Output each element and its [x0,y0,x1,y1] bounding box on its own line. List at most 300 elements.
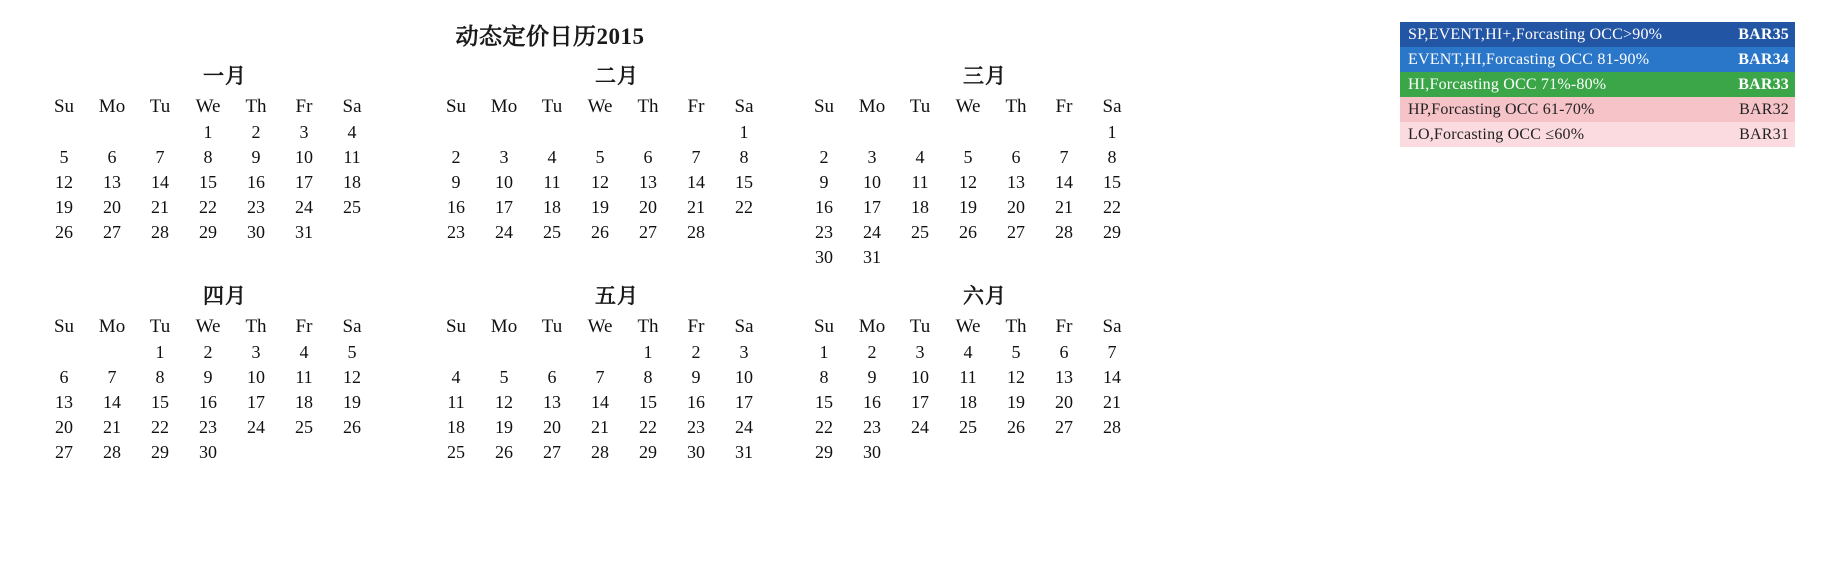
day-cell[interactable]: 23 [199,417,217,437]
day-cell[interactable]: 5 [59,147,69,167]
day-cell[interactable]: 15 [735,172,753,192]
day-cell[interactable]: 26 [343,417,361,437]
day-cell[interactable]: 3 [915,342,925,362]
weekday-header: Fr [1055,316,1073,337]
day-cell[interactable]: 12 [959,172,977,192]
week-row [432,170,768,195]
day-cell[interactable]: 26 [55,222,73,242]
day-cell[interactable]: 3 [739,342,749,362]
day-cell[interactable]: 16 [687,392,705,412]
day-cell[interactable]: 27 [1055,417,1073,437]
week-row [40,340,376,365]
weekday-header: Fr [295,96,313,117]
day-cell[interactable]: 2 [691,342,701,362]
day-cell[interactable]: 21 [687,197,705,217]
weekday-header: Sa [342,316,362,337]
legend-row [1400,122,1795,147]
day-cell[interactable]: 11 [959,367,977,387]
day-cell[interactable]: 2 [819,147,829,167]
month-title: 五月 [595,284,639,308]
day-cell[interactable]: 22 [151,417,169,437]
week-row [800,170,1136,195]
weekday-header: Mo [858,96,886,117]
weekday-header: Mo [98,96,126,117]
day-cell[interactable]: 10 [295,147,313,167]
weekday-header: Tu [909,316,931,337]
day-cell[interactable]: 11 [343,147,361,167]
day-cell-empty [432,340,480,365]
day-cell-empty [576,120,624,145]
day-cell[interactable]: 12 [1007,367,1025,387]
legend-code: BAR32 [1739,100,1789,118]
day-cell[interactable]: 10 [247,367,265,387]
day-cell[interactable]: 20 [103,197,121,217]
day-cell[interactable]: 4 [347,122,357,142]
day-cell[interactable]: 17 [295,172,313,192]
weekday-header: Fr [687,316,705,337]
month-grid [432,314,768,465]
day-cell-empty [1040,245,1088,270]
day-cell[interactable]: 10 [863,172,881,192]
week-row [800,415,1136,440]
weekday-header: Tu [149,316,171,337]
day-cell-empty [328,440,376,465]
day-cell-empty [136,120,184,145]
weekday-header: Mo [858,316,886,337]
day-cell-empty [992,245,1040,270]
weekday-header: Mo [490,316,518,337]
day-cell[interactable]: 21 [151,197,169,217]
day-cell[interactable]: 3 [251,342,261,362]
legend-code: BAR35 [1738,25,1789,43]
day-cell[interactable]: 23 [447,222,465,242]
day-cell[interactable]: 19 [1007,392,1025,412]
day-cell[interactable]: 17 [247,392,265,412]
weekday-header: Fr [1055,96,1073,117]
day-cell-empty [88,120,136,145]
day-cell[interactable]: 19 [959,197,977,217]
day-cell[interactable]: 13 [543,392,561,412]
day-cell[interactable]: 18 [447,417,465,437]
day-cell[interactable]: 22 [639,417,657,437]
day-cell-empty [944,120,992,145]
week-row [800,120,1136,145]
weekday-header: We [587,96,613,117]
legend-code: BAR31 [1739,125,1789,143]
day-cell[interactable]: 7 [691,147,701,167]
weekday-header: Th [245,96,267,117]
week-row [40,195,376,220]
weekday-header: Sa [734,316,754,337]
day-cell[interactable]: 5 [595,147,605,167]
day-cell[interactable]: 18 [911,197,929,217]
day-cell[interactable]: 6 [547,367,557,387]
day-cell[interactable]: 4 [451,367,461,387]
day-cell-empty [720,220,768,245]
day-cell[interactable]: 18 [295,392,313,412]
day-cell[interactable]: 31 [295,222,313,242]
day-cell[interactable]: 30 [247,222,265,242]
week-row [800,390,1136,415]
day-cell[interactable]: 29 [815,442,833,462]
day-cell[interactable]: 23 [815,222,833,242]
month-calendar [800,60,1170,270]
legend-description: EVENT,HI,Forcasting OCC 81-90% [1408,50,1650,68]
day-cell[interactable]: 15 [151,392,169,412]
weekday-header: Th [637,96,659,117]
weekday-header: Su [445,96,467,117]
day-cell[interactable]: 10 [735,367,753,387]
day-cell[interactable]: 23 [863,417,881,437]
day-cell[interactable]: 25 [543,222,561,242]
day-cell[interactable]: 18 [343,172,361,192]
legend-description: HP,Forcasting OCC 61-70% [1408,100,1595,118]
day-cell[interactable]: 2 [251,122,261,142]
weekday-header: Su [445,316,467,337]
day-cell[interactable]: 27 [1007,222,1025,242]
day-cell[interactable]: 8 [203,147,213,167]
month-grid [40,314,376,465]
day-cell[interactable]: 8 [819,367,829,387]
day-cell[interactable]: 12 [591,172,609,192]
day-cell[interactable]: 26 [1007,417,1025,437]
day-cell[interactable]: 24 [911,417,929,437]
week-row [40,415,376,440]
day-cell[interactable]: 9 [867,367,877,387]
day-cell[interactable]: 29 [1103,222,1121,242]
day-cell[interactable]: 24 [735,417,753,437]
day-cell[interactable]: 17 [911,392,929,412]
day-cell[interactable]: 28 [687,222,705,242]
day-cell[interactable]: 31 [735,442,753,462]
day-cell[interactable]: 1 [203,122,213,142]
day-cell-empty [944,440,992,465]
weekday-header: Su [53,96,75,117]
day-cell[interactable]: 4 [963,342,973,362]
day-cell[interactable]: 15 [639,392,657,412]
day-cell[interactable]: 14 [1103,367,1121,387]
day-cell[interactable]: 3 [299,122,309,142]
weekday-header-row [800,94,1136,120]
day-cell[interactable]: 3 [499,147,509,167]
month-calendar [800,280,1170,465]
month-calendar [432,60,802,245]
day-cell[interactable]: 12 [495,392,513,412]
day-cell-empty [528,340,576,365]
week-row [40,120,376,145]
day-cell[interactable]: 16 [863,392,881,412]
week-row [432,415,768,440]
week-row [800,145,1136,170]
day-cell[interactable]: 20 [543,417,561,437]
day-cell-empty [848,120,896,145]
day-cell[interactable]: 28 [1055,222,1073,242]
month-grid [432,94,768,245]
month-title: 一月 [203,64,247,88]
weekday-header: Mo [490,96,518,117]
day-cell[interactable]: 13 [639,172,657,192]
day-cell-empty [1088,245,1136,270]
day-cell[interactable]: 23 [247,197,265,217]
day-cell[interactable]: 3 [867,147,877,167]
day-cell[interactable]: 19 [591,197,609,217]
weekday-header: We [955,96,981,117]
day-cell[interactable]: 6 [107,147,117,167]
day-cell[interactable]: 20 [1007,197,1025,217]
day-cell[interactable]: 11 [543,172,561,192]
day-cell[interactable]: 2 [451,147,461,167]
day-cell[interactable]: 21 [103,417,121,437]
day-cell[interactable]: 24 [247,417,265,437]
weekday-header: Sa [1102,316,1122,337]
day-cell[interactable]: 22 [1103,197,1121,217]
day-cell-empty [992,120,1040,145]
week-row [800,365,1136,390]
day-cell[interactable]: 21 [1055,197,1073,217]
day-cell[interactable]: 26 [591,222,609,242]
day-cell[interactable]: 11 [447,392,465,412]
day-cell[interactable]: 28 [1103,417,1121,437]
day-cell[interactable]: 1 [643,342,653,362]
day-cell[interactable]: 20 [1055,392,1073,412]
day-cell[interactable]: 14 [591,392,609,412]
day-cell-empty [896,440,944,465]
day-cell[interactable]: 25 [343,197,361,217]
week-row [800,340,1136,365]
day-cell[interactable]: 30 [687,442,705,462]
weekday-header: We [195,96,221,117]
day-cell[interactable]: 25 [295,417,313,437]
day-cell[interactable]: 2 [867,342,877,362]
day-cell[interactable]: 8 [155,367,165,387]
day-cell[interactable]: 22 [735,197,753,217]
day-cell[interactable]: 26 [959,222,977,242]
day-cell-empty [480,340,528,365]
weekday-header: Fr [687,96,705,117]
day-cell[interactable]: 4 [547,147,557,167]
day-cell[interactable]: 13 [103,172,121,192]
day-cell[interactable]: 15 [199,172,217,192]
day-cell[interactable]: 1 [155,342,165,362]
week-row [432,390,768,415]
day-cell[interactable]: 6 [643,147,653,167]
day-cell[interactable]: 27 [543,442,561,462]
day-cell[interactable]: 12 [55,172,73,192]
day-cell-empty [40,340,88,365]
day-cell[interactable]: 19 [55,197,73,217]
day-cell[interactable]: 6 [1059,342,1069,362]
day-cell[interactable]: 10 [911,367,929,387]
week-row [40,145,376,170]
day-cell[interactable]: 25 [447,442,465,462]
day-cell[interactable]: 20 [55,417,73,437]
legend-row [1400,97,1795,122]
day-cell[interactable]: 16 [447,197,465,217]
day-cell[interactable]: 12 [343,367,361,387]
day-cell[interactable]: 7 [595,367,605,387]
day-cell[interactable]: 26 [495,442,513,462]
day-cell[interactable]: 13 [1007,172,1025,192]
day-cell[interactable]: 21 [1103,392,1121,412]
day-cell[interactable]: 9 [203,367,213,387]
weekday-header: Tu [541,316,563,337]
weekday-header: Th [637,316,659,337]
day-cell[interactable]: 30 [199,442,217,462]
day-cell[interactable]: 15 [815,392,833,412]
month-grid [800,314,1136,465]
month-title: 六月 [963,284,1007,308]
weekday-header: Sa [342,96,362,117]
day-cell-empty [624,120,672,145]
day-cell-empty [432,120,480,145]
day-cell-empty [328,220,376,245]
day-cell[interactable]: 7 [107,367,117,387]
day-cell[interactable]: 14 [103,392,121,412]
week-row [432,365,768,390]
week-row [800,220,1136,245]
day-cell[interactable]: 16 [815,197,833,217]
week-row [432,120,768,145]
weekday-header: We [195,316,221,337]
day-cell-empty [576,340,624,365]
day-cell[interactable]: 28 [151,222,169,242]
day-cell[interactable]: 16 [199,392,217,412]
week-row [40,390,376,415]
day-cell[interactable]: 2 [203,342,213,362]
day-cell-empty [280,440,328,465]
day-cell[interactable]: 28 [103,442,121,462]
week-row [432,220,768,245]
day-cell[interactable]: 4 [299,342,309,362]
day-cell[interactable]: 14 [687,172,705,192]
day-cell[interactable]: 27 [103,222,121,242]
month-title: 四月 [203,284,247,308]
day-cell[interactable]: 18 [543,197,561,217]
day-cell[interactable]: 18 [959,392,977,412]
day-cell[interactable]: 29 [639,442,657,462]
day-cell[interactable]: 19 [343,392,361,412]
day-cell[interactable]: 9 [691,367,701,387]
weekday-header: Sa [734,96,754,117]
day-cell[interactable]: 16 [247,172,265,192]
week-row [432,340,768,365]
day-cell[interactable]: 25 [911,222,929,242]
day-cell[interactable]: 6 [59,367,69,387]
day-cell[interactable]: 9 [251,147,261,167]
day-cell[interactable]: 14 [1055,172,1073,192]
day-cell[interactable]: 5 [499,367,509,387]
weekday-header-row [432,314,768,340]
weekday-header: Th [245,316,267,337]
day-cell[interactable]: 1 [819,342,829,362]
weekday-header-row [800,314,1136,340]
week-row [432,440,768,465]
day-cell[interactable]: 24 [295,197,313,217]
week-row [40,170,376,195]
day-cell[interactable]: 5 [963,147,973,167]
day-cell[interactable]: 31 [863,247,881,267]
weekday-header: We [955,316,981,337]
day-cell[interactable]: 27 [55,442,73,462]
week-row [40,220,376,245]
day-cell[interactable]: 7 [155,147,165,167]
day-cell[interactable]: 11 [295,367,313,387]
month-calendar [40,60,410,245]
day-cell[interactable]: 30 [863,442,881,462]
page-title: 动态定价日历2015 [455,24,645,49]
day-cell[interactable]: 6 [1011,147,1021,167]
day-cell[interactable]: 11 [911,172,929,192]
weekday-header: Fr [295,316,313,337]
weekday-header: Su [53,316,75,337]
day-cell[interactable]: 27 [639,222,657,242]
month-calendar [432,280,802,465]
month-calendar [40,280,410,465]
weekday-header-row [40,94,376,120]
day-cell[interactable]: 17 [735,392,753,412]
day-cell[interactable]: 8 [643,367,653,387]
legend-description: LO,Forcasting OCC ≤60% [1408,125,1585,143]
day-cell[interactable]: 5 [347,342,357,362]
day-cell[interactable]: 13 [55,392,73,412]
legend-description: HI,Forcasting OCC 71%-80% [1408,75,1607,93]
week-row [800,195,1136,220]
day-cell[interactable]: 10 [495,172,513,192]
weekday-header: Tu [909,96,931,117]
day-cell[interactable]: 15 [1103,172,1121,192]
weekday-header-row [432,94,768,120]
day-cell[interactable]: 24 [495,222,513,242]
day-cell[interactable]: 24 [863,222,881,242]
day-cell[interactable]: 29 [199,222,217,242]
day-cell-empty [528,120,576,145]
day-cell[interactable]: 20 [639,197,657,217]
day-cell-empty [944,245,992,270]
day-cell[interactable]: 17 [495,197,513,217]
day-cell[interactable]: 9 [819,172,829,192]
day-cell-empty [800,120,848,145]
day-cell[interactable]: 30 [815,247,833,267]
day-cell[interactable]: 22 [199,197,217,217]
legend [1400,22,1795,147]
day-cell[interactable]: 4 [915,147,925,167]
day-cell[interactable]: 17 [863,197,881,217]
day-cell[interactable]: 9 [451,172,461,192]
day-cell[interactable]: 1 [1107,122,1117,142]
day-cell[interactable]: 28 [591,442,609,462]
legend-description: SP,EVENT,HI+,Forcasting OCC>90% [1408,25,1663,43]
day-cell[interactable]: 7 [1059,147,1069,167]
day-cell[interactable]: 1 [739,122,749,142]
day-cell[interactable]: 25 [959,417,977,437]
week-row [432,195,768,220]
day-cell[interactable]: 23 [687,417,705,437]
day-cell[interactable]: 21 [591,417,609,437]
day-cell[interactable]: 13 [1055,367,1073,387]
day-cell[interactable]: 19 [495,417,513,437]
month-title: 二月 [595,64,639,88]
day-cell[interactable]: 7 [1107,342,1117,362]
day-cell[interactable]: 22 [815,417,833,437]
weekday-header: Tu [541,96,563,117]
day-cell[interactable]: 29 [151,442,169,462]
day-cell[interactable]: 8 [1107,147,1117,167]
day-cell[interactable]: 14 [151,172,169,192]
day-cell[interactable]: 5 [1011,342,1021,362]
day-cell[interactable]: 8 [739,147,749,167]
month-title: 三月 [963,64,1007,88]
weekday-header: Th [1005,96,1027,117]
